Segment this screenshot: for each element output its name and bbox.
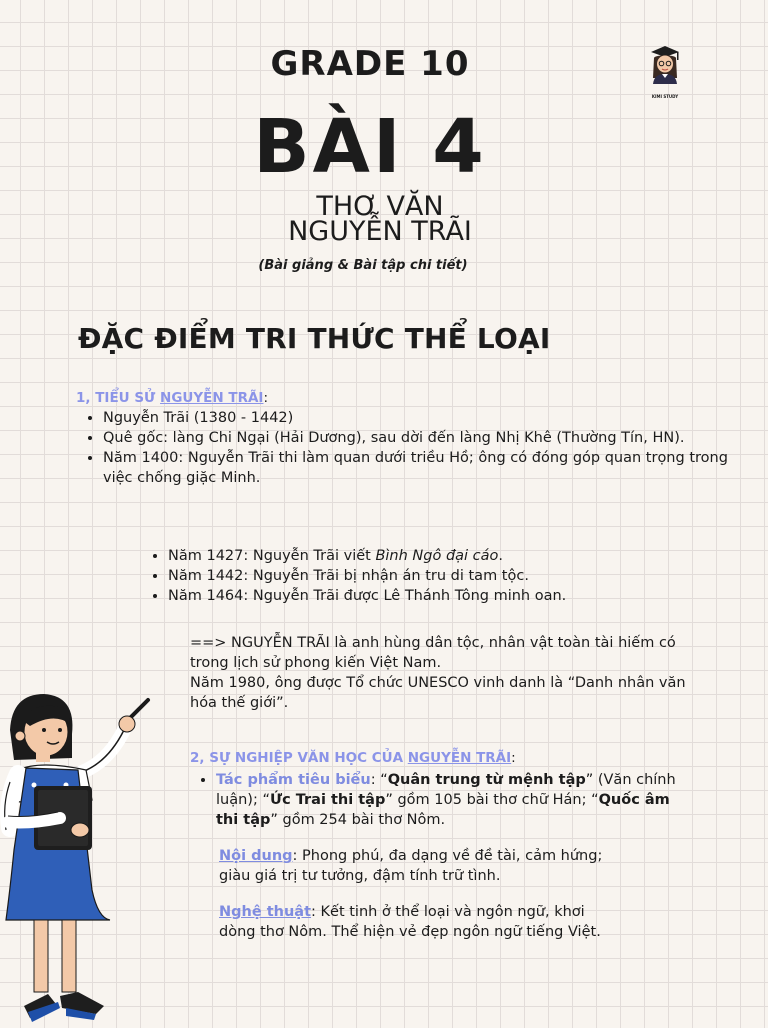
teacher-girl-illustration: [0, 690, 160, 1024]
work-title: Ức Trai thi tập: [269, 792, 386, 808]
teacher-girl-icon: [0, 690, 160, 1024]
section-2-name: NGUYỄN TRÃI: [407, 750, 512, 766]
lesson-title: BÀI 4: [253, 104, 487, 190]
list-item: • Quê gốc: làng Chi Ngại (Hải Dương), sau dời đến làng Nhị Khê (Thường Tín, HN).: [103, 428, 743, 448]
main-heading: ĐẶC ĐIỂM TRI THỨC THỂ LOẠI: [78, 322, 551, 355]
section-2-prefix: 2, SỰ NGHIỆP VĂN HỌC CỦA: [190, 750, 408, 766]
conclusion: [190, 633, 715, 713]
list-item: • Năm 1400: Nguyễn Trãi thi làm quan dưới triều Hồ; ông có đóng góp quan trọng trong việc chống giặc Minh.: [103, 448, 743, 488]
content-paragraph: Nội dung: Phong phú, đa dạng về đề tài, cảm hứng; giàu giá trị tư tưởng, đậm tính trữ tình.: [219, 848, 603, 884]
content-label: Nội dung: [219, 848, 293, 864]
logo-text: KIMI STUDY: [651, 94, 679, 99]
list-item: • Năm 1464: Nguyễn Trãi được Lê Thánh Tông minh oan.: [168, 586, 688, 606]
works-item: • Tác phẩm tiêu biểu: “Quân trung từ mệnh tập” (Văn chính luận); “Ức Trai thi tập” gồm 105 bài thơ chữ Hán; “Quốc âm thi tập” gồm 254 bài thơ Nôm.: [216, 770, 696, 830]
subtitle-line-1: THƠ VĂN: [316, 191, 444, 222]
section-1-colon: :: [263, 390, 269, 406]
work-title: Quốc âm thi tập: [216, 792, 670, 828]
timeline-list: [141, 546, 688, 606]
works-list: [189, 770, 696, 830]
section-2-colon: :: [511, 750, 516, 766]
subtitle-line-2: NGUYỄN TRÃI: [288, 216, 472, 247]
section-1-title: [76, 390, 268, 406]
lesson-note: (Bài giảng & Bài tập chi tiết): [258, 258, 468, 273]
art-label: Nghệ thuật: [219, 904, 312, 920]
section-1-prefix: 1, TIỂU SỬ: [76, 390, 161, 406]
list-item: • Năm 1442: Nguyễn Trãi bị nhận án tru di tam tộc.: [168, 566, 688, 586]
section-2-title: [190, 750, 516, 766]
section-1-name: NGUYỄN TRÃI: [160, 390, 264, 406]
graduate-girl-icon: [646, 44, 684, 92]
list-item: • Năm 1427: Nguyễn Trãi viết Bình Ngô đại cáo.: [168, 546, 688, 566]
bio-list: [76, 408, 743, 488]
grade-label: GRADE 10: [270, 44, 470, 84]
conclusion-line-1: ==> NGUYỄN TRÃI là anh hùng dân tộc, nhân vật toàn tài hiếm có trong lịch sử phong kiến Việt Nam.: [190, 635, 676, 671]
work-title: Quân trung từ mệnh tập: [387, 772, 586, 788]
works-label: Tác phẩm tiêu biểu: [216, 772, 371, 788]
conclusion-line-2: Năm 1980, ông được Tổ chức UNESCO vinh danh là “Danh nhân văn hóa thế giới”.: [190, 675, 686, 711]
kimi-study-logo: [646, 44, 684, 99]
list-item: • Nguyễn Trãi (1380 - 1442): [103, 408, 743, 428]
art-paragraph: Nghệ thuật: Kết tinh ở thể loại và ngôn ngữ, khơi dòng thơ Nôm. Thể hiện vẻ đẹp ngôn ngữ tiếng Việt.: [219, 904, 601, 940]
